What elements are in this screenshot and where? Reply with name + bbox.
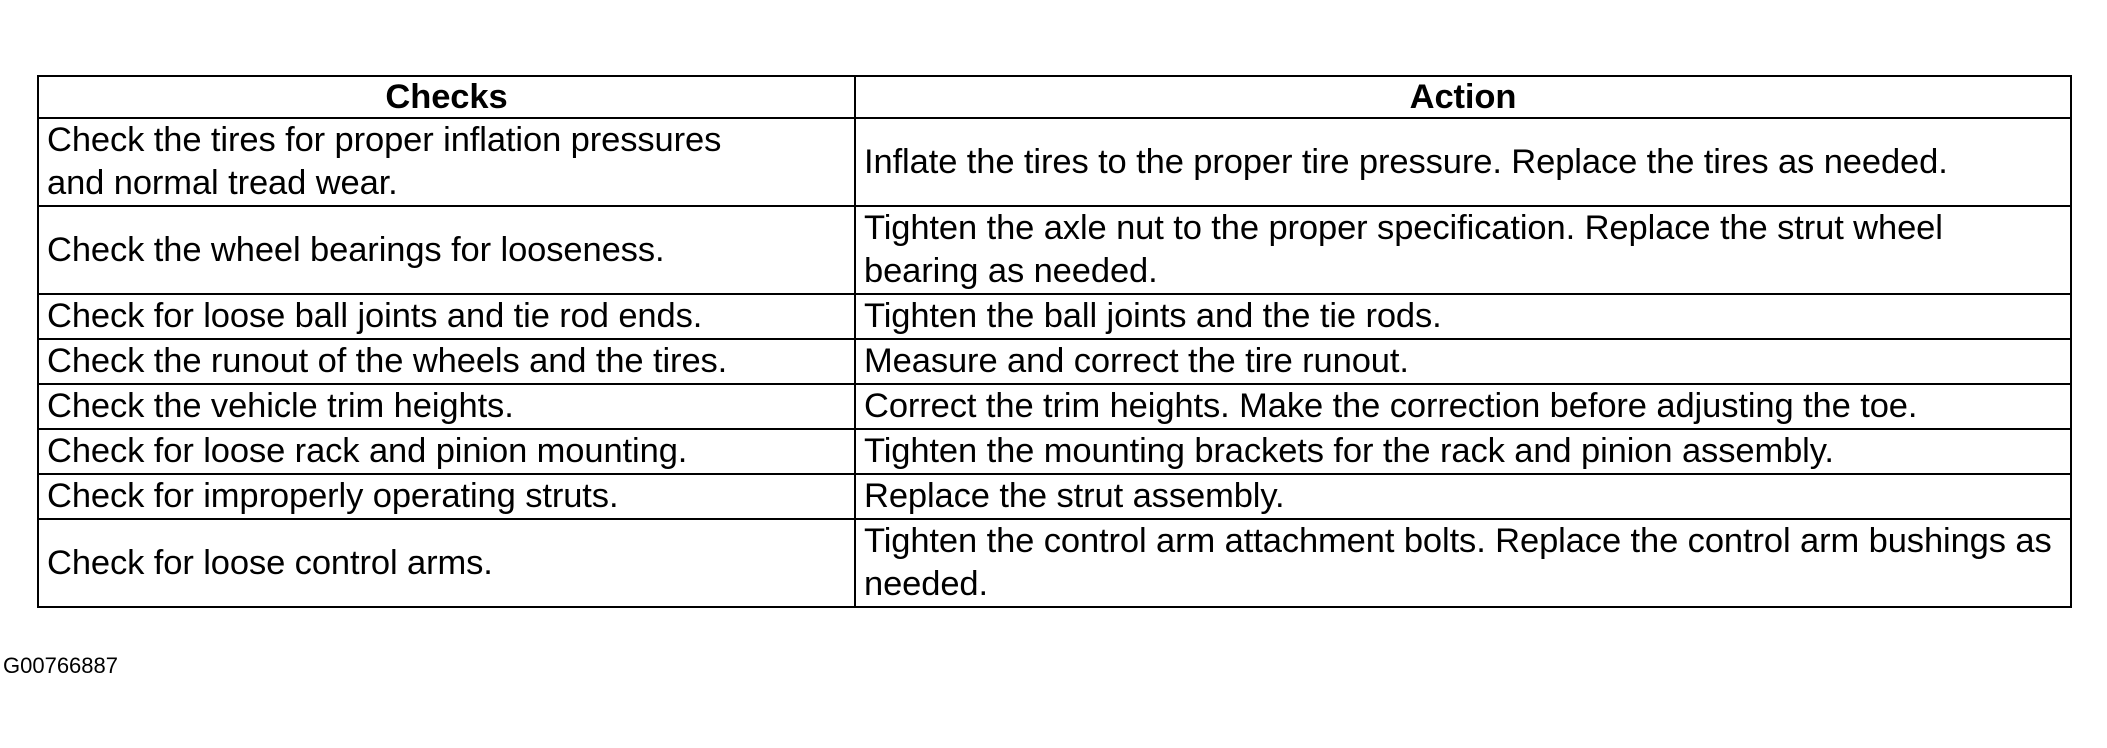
check-cell: Check for loose rack and pinion mounting. [38, 429, 855, 474]
column-header-checks: Checks [38, 76, 855, 118]
action-cell: Tighten the axle nut to the proper specification. Replace the strut wheel bearing as needed. [855, 206, 2071, 294]
action-cell: Tighten the mounting brackets for the rack and pinion assembly. [855, 429, 2071, 474]
action-cell: Measure and correct the tire runout. [855, 339, 2071, 384]
action-cell: Correct the trim heights. Make the correction before adjusting the toe. [855, 384, 2071, 429]
table-row [38, 339, 2071, 384]
checks-action-table-container [37, 75, 2070, 608]
table-row [38, 118, 2071, 206]
check-cell: Check the vehicle trim heights. [38, 384, 855, 429]
figure-id: G00766887 [3, 653, 118, 678]
check-cell: Check for loose control arms. [38, 519, 855, 607]
check-cell: Check for improperly operating struts. [38, 474, 855, 519]
table-header-row [38, 76, 2071, 118]
check-cell: Check the runout of the wheels and the tires. [38, 339, 855, 384]
checks-action-table [37, 75, 2072, 608]
check-cell: Check for loose ball joints and tie rod ends. [38, 294, 855, 339]
check-cell: Check the wheel bearings for looseness. [38, 206, 855, 294]
table-row [38, 519, 2071, 607]
table-row [38, 384, 2071, 429]
table-row [38, 474, 2071, 519]
action-cell: Tighten the control arm attachment bolts. Replace the control arm bushings as needed. [855, 519, 2071, 607]
table-row [38, 429, 2071, 474]
table-row [38, 206, 2071, 294]
column-header-action: Action [855, 76, 2071, 118]
action-cell: Replace the strut assembly. [855, 474, 2071, 519]
action-cell: Tighten the ball joints and the tie rods. [855, 294, 2071, 339]
check-cell: Check the tires for proper inflation pressures and normal tread wear. [38, 118, 855, 206]
action-cell: Inflate the tires to the proper tire pressure. Replace the tires as needed. [855, 118, 2071, 206]
table-row [38, 294, 2071, 339]
